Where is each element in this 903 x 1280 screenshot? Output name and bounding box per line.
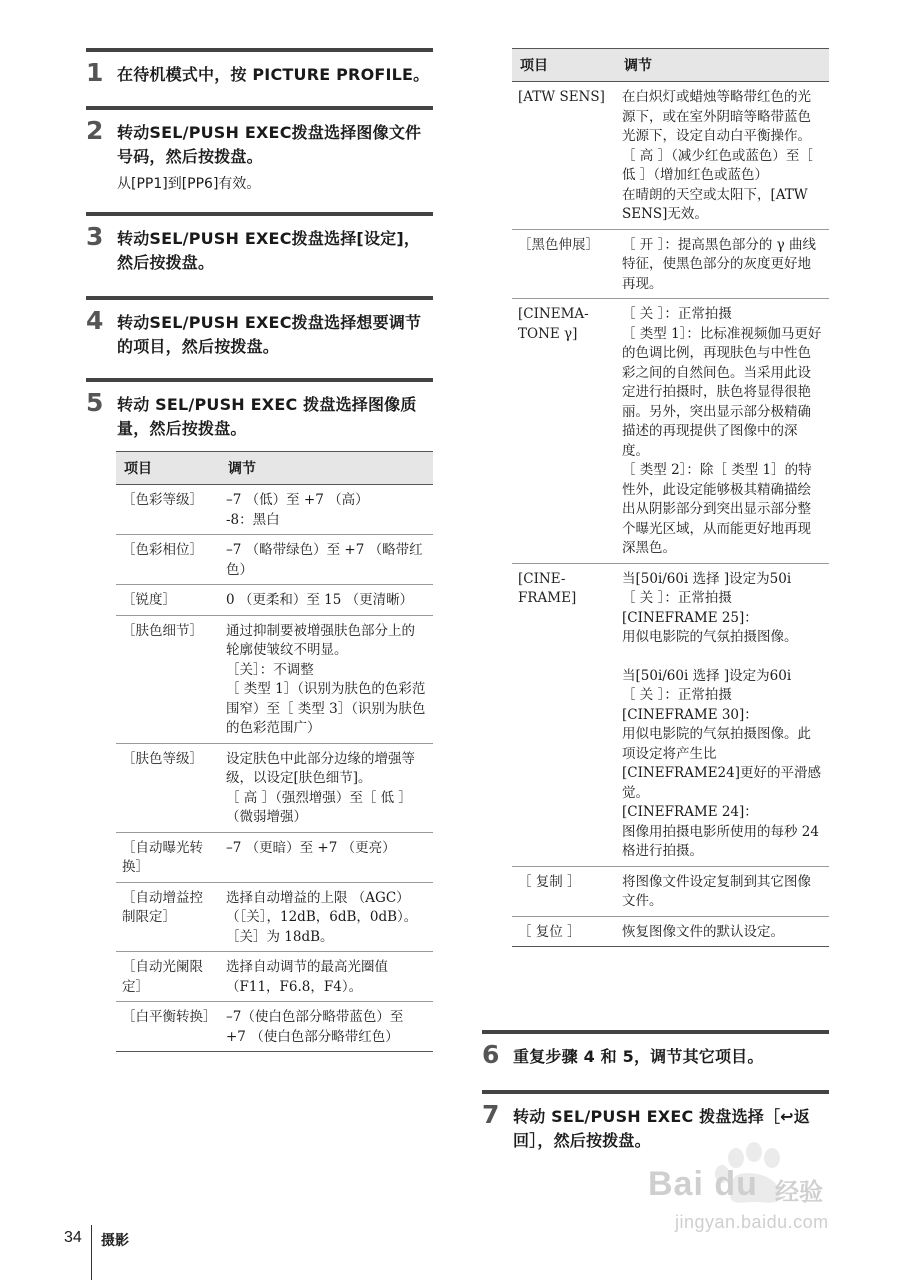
step-text: 转动SEL/PUSH EXEC拨盘选择图像文件号码，然后按拨盘。 (117, 123, 422, 166)
item-name: ［色彩相位］ (116, 535, 220, 585)
item-adjustment (220, 535, 433, 585)
adjustment-line: 设定肤色中此部分边缘的增强等级，以设定[肤色细节]。 (226, 750, 415, 786)
adjustment-line: 当[50i/60i 选择 ]设定为60i (622, 667, 792, 684)
table-row (116, 1002, 433, 1052)
step-5 (86, 378, 433, 452)
item-adjustment (616, 82, 829, 230)
table-row (116, 882, 433, 952)
table-row (512, 229, 829, 299)
item-adjustment (220, 585, 433, 616)
item-adjustment (220, 743, 433, 832)
table-row (116, 535, 433, 585)
item-name: ［肤色细节］ (116, 615, 220, 743)
adjustment-line: 图像用拍摄电影所使用的每秒 24 格进行拍摄。 (622, 823, 824, 859)
step-number: 6 (482, 1040, 500, 1069)
watermark-brand: Bai du (648, 1165, 758, 1203)
adjustment-line: –7（使白色部分略带蓝色）至 +7 （使白色部分略带红色） (226, 1009, 408, 1045)
table-row (512, 563, 829, 866)
adjustment-line: ［ 高 ］（强烈增强）至［ 低 ］（微弱增强） (226, 789, 412, 825)
adjustment-line: [CINEFRAME 30]： (622, 706, 758, 723)
step-number: 7 (482, 1100, 500, 1129)
adjustment-line: ［ 类型 1］：比标准视频伽马更好的色调比例，再现肤色与中性色彩之间的自然间色。当采用此设定进行拍摄时，肤色将显得很艳丽。另外，突出显示部分极精确描述的再现提供了图像中的深度。 (622, 325, 822, 459)
item-name: [CINEMA-TONE γ] (512, 299, 616, 564)
adjustment-line: ［ 开 ］：提高黑色部分的 γ 曲线特征，使黑色部分的灰度更好地再现。 (622, 236, 816, 292)
step-text: 转动SEL/PUSH EXEC拨盘选择想要调节的项目，然后按拨盘。 (117, 313, 422, 356)
step-number: 4 (86, 306, 104, 335)
column-header-adjust: 调节 (616, 49, 829, 82)
item-adjustment (220, 1002, 433, 1052)
step-text: 重复步骤 4 和 5，调节其它项目。 (513, 1047, 764, 1066)
adjustment-line: 用似电影院的气氛拍摄图像。 (622, 629, 798, 645)
step-number: 1 (86, 58, 104, 87)
item-name: ［ 复制 ］ (512, 866, 616, 916)
item-name: [CINE-FRAME] (512, 563, 616, 866)
step-6 (482, 1030, 829, 1094)
table-row (512, 82, 829, 230)
item-name: ［锐度］ (116, 585, 220, 616)
table-row (116, 585, 433, 616)
adjustment-line: 0 （更柔和）至 15 （更清晰） (226, 592, 414, 608)
step-number: 3 (86, 222, 104, 251)
adjustment-line: ［ 高 ］（减少红色或蓝色）至［ 低 ］（增加红色或蓝色） (622, 147, 818, 183)
column-header-item: 项目 (116, 452, 220, 485)
item-name: ［白平衡转换］ (116, 1002, 220, 1052)
step-number: 5 (86, 388, 104, 417)
adjustment-line: 通过抑制要被增强肤色部分上的轮廓使皱纹不明显。 (226, 622, 415, 658)
item-adjustment (616, 563, 829, 866)
table-header-row (512, 49, 829, 82)
table-row (116, 743, 433, 832)
step-text: 转动 SEL/PUSH EXEC 拨盘选择图像质量，然后按拨盘。 (117, 395, 417, 438)
adjustment-line: [CINEFRAME 24]： (622, 804, 758, 820)
adjustment-line: 在白炽灯或蜡烛等略带红色的光源下，或在室外阴暗等略带蓝色光源下，设定自动白平衡操作。 (622, 89, 811, 144)
table-row (116, 952, 433, 1002)
adjustment-line: 恢复图像文件的默认设定。 (622, 923, 784, 940)
item-name: [ATW SENS] (512, 82, 616, 230)
table-row (512, 866, 829, 916)
item-adjustment (616, 229, 829, 299)
item-adjustment (616, 916, 829, 947)
item-name: ［自动曝光转换］ (116, 832, 220, 882)
item-adjustment (220, 882, 433, 952)
step-note: 从[PP1]到[PP6]有效。 (117, 176, 261, 192)
image-quality-table-right (512, 48, 829, 947)
step-1 (86, 48, 433, 104)
step-number: 2 (86, 116, 104, 145)
section-title: 摄影 (101, 1233, 129, 1249)
item-name: ［自动光阑限定］ (116, 952, 220, 1002)
item-adjustment (220, 485, 433, 535)
item-name: ［ 复位 ］ (512, 916, 616, 947)
footer-divider (91, 1225, 92, 1280)
adjustment-line: ［ 类型 2］：除［ 类型 1］的特性外，此设定能够极其精确描绘出从阴影部分到突出显示部分整个曝光区域，从而能更好地再现深黑色。 (622, 462, 812, 556)
item-adjustment (220, 615, 433, 743)
item-name: ［色彩等级］ (116, 485, 220, 535)
adjustment-line: 在晴朗的天空或太阳下，[ATW SENS]无效。 (622, 186, 812, 222)
adjustment-line: ［ 关 ］：正常拍摄 (622, 306, 732, 322)
table-row (512, 299, 829, 564)
step-3 (86, 212, 433, 296)
column-header-adjust: 调节 (220, 452, 433, 485)
adjustment-line: –7 （更暗）至 +7 （更亮） (226, 839, 396, 856)
table-row (116, 832, 433, 882)
adjustment-line: –7 （低）至 +7 （高） (226, 492, 369, 508)
item-name: ［肤色等级］ (116, 743, 220, 832)
column-header-item: 项目 (512, 49, 616, 82)
item-adjustment (616, 299, 829, 564)
item-adjustment (220, 832, 433, 882)
adjustment-line: 用似电影院的气氛拍摄图像。此项设定将产生比[CINEFRAME24]更好的平滑感觉。 (622, 726, 821, 801)
adjustment-line: -8：黑白 (226, 511, 280, 528)
step-text: 在待机模式中，按 PICTURE PROFILE。 (117, 65, 430, 84)
watermark-url: jingyan.baidu.com (675, 1212, 829, 1232)
table-header-row (116, 452, 433, 485)
adjustment-line (622, 648, 823, 667)
adjustment-line: 当[50i/60i 选择 ]设定为50i (622, 570, 792, 587)
step-2 (86, 106, 433, 210)
step-text: 转动SEL/PUSH EXEC拨盘选择[设定]，然后按拨盘。 (117, 229, 421, 272)
item-adjustment (616, 866, 829, 916)
adjustment-line: ［ 类型 1］（识别为肤色的色彩范围窄）至［ 类型 3］（识别为肤色的色彩范围广） (226, 681, 426, 736)
adjustment-line: 将图像文件设定复制到其它图像文件。 (622, 873, 811, 909)
adjustment-line: ［关］：不调整 (226, 661, 314, 678)
table-row (116, 615, 433, 743)
item-name: ［自动增益控制限定］ (116, 882, 220, 952)
step-4 (86, 296, 433, 380)
adjustment-line: –7 （略带绿色）至 +7 （略带红色） (226, 542, 423, 578)
item-name: ［黑色伸展］ (512, 229, 616, 299)
adjustment-line: 选择自动增益的上限 （AGC）（［关］，12dB，6dB，0dB）。［关］为 18dB。 (226, 889, 418, 945)
image-quality-table-left (116, 451, 433, 1052)
adjustment-line: ［ 关 ］：正常拍摄 (622, 687, 732, 703)
adjustment-line: ［ 关 ］：正常拍摄 (622, 590, 732, 606)
table-row (116, 485, 433, 535)
page-number: 34 (64, 1229, 82, 1246)
table-row (512, 916, 829, 947)
item-adjustment (220, 952, 433, 1002)
adjustment-line: 选择自动调节的最高光圈值（F11，F6.8，F4）。 (226, 959, 388, 995)
adjustment-line: [CINEFRAME 25]： (622, 609, 758, 626)
step-text: 转动 SEL/PUSH EXEC 拨盘选择［↩返回］，然后按拨盘。 (513, 1107, 810, 1150)
watermark-label: 经验 (775, 1178, 823, 1206)
